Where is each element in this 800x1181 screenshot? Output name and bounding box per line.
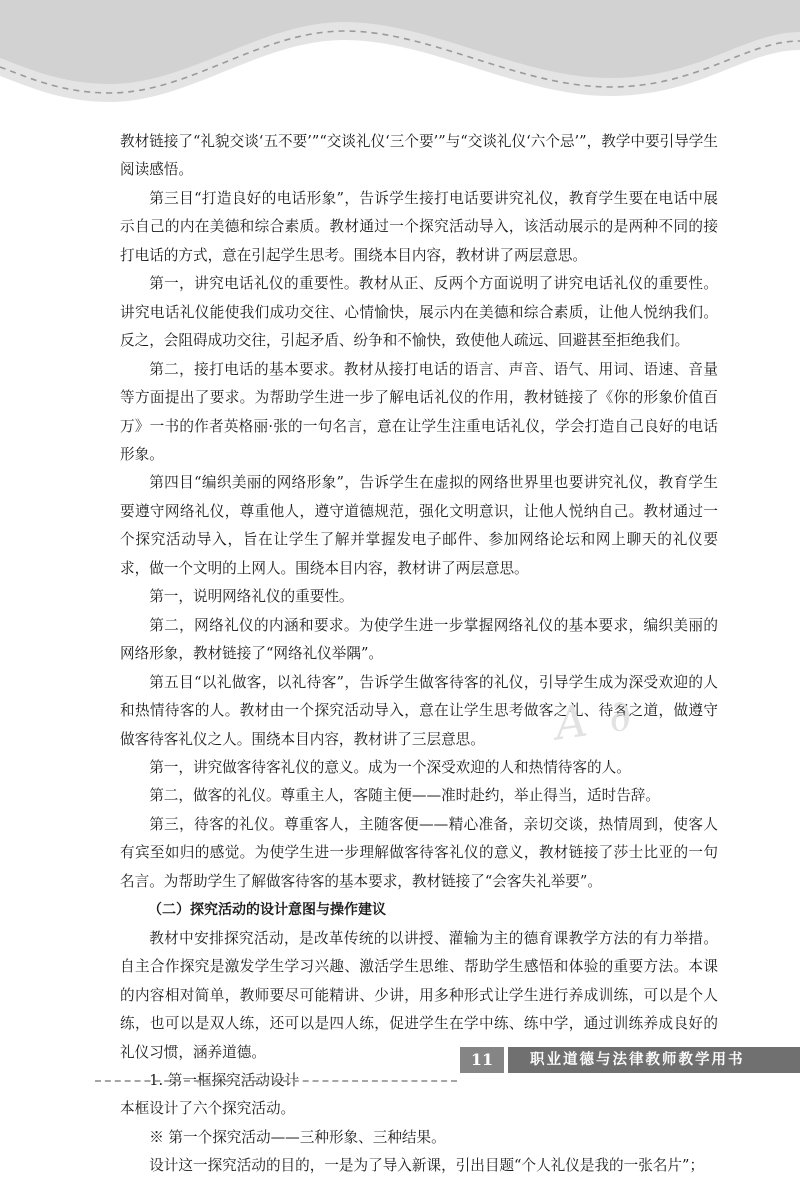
section-heading: （二）探究活动的设计意图与操作建议: [148, 902, 386, 919]
paragraph: 教材中安排探究活动，是改革传统的以讲授、灌输为主的德育课教学方法的有力举措。自主合作探究是激发学生学习兴趣、激活学生思维、帮助学生感悟和体验的重要方法。本课的内容相对简单，教师要尽可能精讲、少讲，用多种形式让学生进行养成训练，可以是个人练，也可以是双人练，还可以是四人练，促进学生在学中练、练中学，通过训练养成良好的礼仪习惯，涵养道德。: [120, 929, 718, 1061]
paragraph: 第二，做客的礼仪。尊重主人，客随主便——准时赴约，举止得当，适时告辞。: [149, 787, 660, 805]
footer-dashed-rule: [95, 1080, 457, 1082]
body-text: [120, 128, 718, 1181]
paragraph: 第一，讲究电话礼仪的重要性。教材从正、反两个方面说明了讲究电话礼仪的重要性。讲究电话礼仪能使我们成功交往、心情愉快，展示内在美德和综合素质，让他人悦纳我们。反之，会阻碍成功交往，引起矛盾、纷争和不愉快，致使他人疏远、回避甚至拒绝我们。: [120, 275, 718, 350]
decorative-wave-header: [0, 0, 800, 130]
paragraph: 第三，待客的礼仪。尊重客人，主随客便——精心准备，亲切交谈，热情周到，使客人有宾至如归的感觉。为使学生进一步理解做客待客礼仪的意义，教材链接了莎士比亚的一句名言。为帮助学生了解做客待客的基本要求，教材链接了“会客失礼举要”。: [120, 815, 718, 890]
paragraph: 设计这一探究活动的目的，一是为了导入新课，引出目题“个人礼仪是我的一张名片”；: [149, 1157, 705, 1175]
paragraph: ※ 第一个探究活动——三种形象、三种结果。: [149, 1128, 446, 1146]
paragraph: 第五目“以礼做客，以礼待客”，告诉学生做客待客的礼仪，引导学生成为深受欢迎的人和热情待客的人。教材由一个探究活动导入，意在让学生思考做客之礼、待客之道，做遵守做客待客礼仪之人。围绕本目内容，教材讲了三层意思。: [120, 673, 718, 748]
paragraph: 教材链接了“礼貌交谈‘五不要’”“交谈礼仪‘三个要’”与“交谈礼仪‘六个忌’”，教学中要引导学生阅读感悟。: [120, 133, 718, 179]
paragraph: 本框设计了六个探究活动。: [120, 1100, 296, 1118]
paragraph: 第三目“打造良好的电话形象”，告诉学生接打电话要讲究礼仪，教育学生要在电话中展示自己的内在美德和综合素质。教材通过一个探究活动导入，该活动展示的是两种不同的接打电话的方式，意在引起学生思考。围绕本目内容，教材讲了两层意思。: [120, 189, 718, 264]
footer-book-title: 职业道德与法律教师教学用书: [508, 1047, 800, 1073]
paragraph: 第二，接打电话的基本要求。教材从接打电话的语言、声音、语气、用词、语速、音量等方面提出了要求。为帮助学生进一步了解电话礼仪的作用，教材链接了《你的形象价值百万》一书的作者英格丽·张的一句名言，意在让学生注重电话礼仪，学会打造自己良好的电话形象。: [120, 360, 718, 463]
paragraph: 第一，说明网络礼仪的重要性。: [149, 588, 354, 606]
page-number: 11: [460, 1047, 504, 1073]
paragraph: 第二，网络礼仪的内涵和要求。为使学生进一步掌握网络礼仪的基本要求，编织美丽的网络形象，教材链接了“网络礼仪举隅”。: [120, 616, 718, 663]
watermark: A ∂: [551, 688, 639, 751]
paragraph: 1. 第一框探究活动设计: [149, 1071, 300, 1089]
paragraph: 第四目“编织美丽的网络形象”，告诉学生在虚拟的网络世界里也要讲究礼仪，教育学生要遵守网络礼仪，尊重他人，遵守道德规范，强化文明意识，让他人悦纳自己。教材通过一个探究活动导入，旨在让学生了解并掌握发电子邮件、参加网络论坛和网上聊天的礼仪要求，做一个文明的上网人。围绕本目内容，教材讲了两层意思。: [120, 474, 718, 577]
paragraph: 第一，讲究做客待客礼仪的意义。成为一个深受欢迎的人和热情待客的人。: [149, 758, 631, 776]
